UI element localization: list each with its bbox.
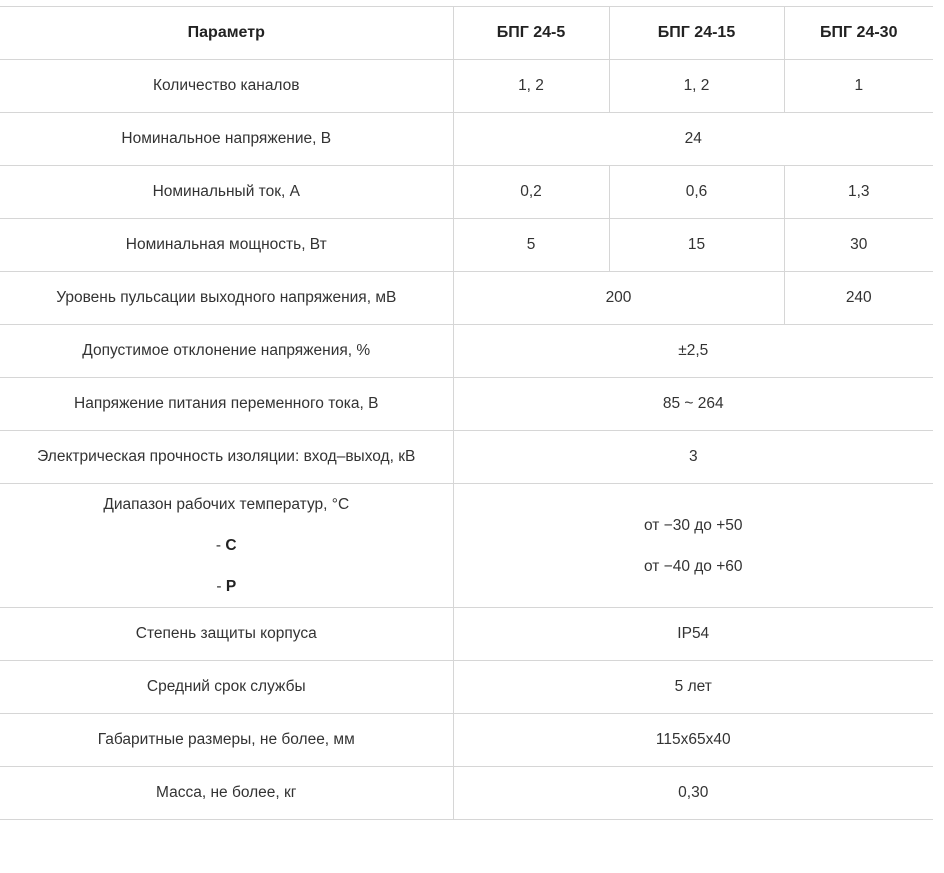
table-row (0, 661, 933, 714)
cell-value: 5 (453, 219, 609, 272)
table-row (0, 378, 933, 431)
table-row (0, 714, 933, 767)
spec-table (0, 6, 933, 820)
row-label: Количество каналов (0, 60, 453, 113)
table-row (0, 767, 933, 820)
cell-value: 3 (453, 431, 933, 484)
header-param: Параметр (0, 7, 453, 60)
header-bpg-24-5: БПГ 24-5 (453, 7, 609, 60)
option-p-label: Р (225, 578, 237, 595)
header-row (0, 7, 933, 60)
table-row (0, 608, 933, 661)
option-prefix: - (215, 537, 226, 554)
row-label: Масса, не более, кг (0, 767, 453, 820)
table-row (0, 431, 933, 484)
cell-value: 30 (784, 219, 933, 272)
temperature-values (453, 484, 933, 608)
header-bpg-24-15: БПГ 24-15 (609, 7, 784, 60)
cell-value: 0,2 (453, 166, 609, 219)
row-label: Габаритные размеры, не более, мм (0, 714, 453, 767)
row-label: Средний срок службы (0, 661, 453, 714)
cell-value: 240 (784, 272, 933, 325)
table-row (0, 219, 933, 272)
row-label: Уровень пульсации выходного напряжения, мВ (0, 272, 453, 325)
cell-value: 85 ~ 264 (453, 378, 933, 431)
header-bpg-24-30: БПГ 24-30 (784, 7, 933, 60)
row-label: Электрическая прочность изоляции: вход–выход, кВ (0, 431, 453, 484)
table-row (0, 272, 933, 325)
cell-value: 15 (609, 219, 784, 272)
cell-value: 1, 2 (453, 60, 609, 113)
temperature-option-c (4, 525, 449, 566)
row-label: Номинальное напряжение, В (0, 113, 453, 166)
temperature-value-p: от −40 до +60 (643, 557, 743, 575)
cell-value: 200 (453, 272, 784, 325)
row-label: Допустимое отклонение напряжения, % (0, 325, 453, 378)
row-label: Номинальная мощность, Вт (0, 219, 453, 272)
cell-value: 1, 2 (609, 60, 784, 113)
cell-value: 0,30 (453, 767, 933, 820)
table-row (0, 325, 933, 378)
option-c-label: С (225, 537, 237, 554)
cell-value: 1 (784, 60, 933, 113)
temperature-value-c: от −30 до +50 (643, 516, 743, 534)
table-row (0, 166, 933, 219)
table-row (0, 484, 933, 608)
cell-value: 115х65х40 (453, 714, 933, 767)
option-prefix: - (216, 578, 226, 595)
row-label: Степень защиты корпуса (0, 608, 453, 661)
table-row (0, 113, 933, 166)
temperature-option-p (4, 566, 449, 607)
row-label: Напряжение питания переменного тока, В (0, 378, 453, 431)
row-label-temperature (0, 484, 453, 608)
cell-value: 0,6 (609, 166, 784, 219)
table-row (0, 60, 933, 113)
cell-value: IP54 (453, 608, 933, 661)
cell-value: 5 лет (453, 661, 933, 714)
row-label: Номинальный ток, А (0, 166, 453, 219)
temperature-label: Диапазон рабочих температур, °С (103, 496, 350, 513)
cell-value: ±2,5 (453, 325, 933, 378)
cell-value: 1,3 (784, 166, 933, 219)
cell-value: 24 (453, 113, 933, 166)
